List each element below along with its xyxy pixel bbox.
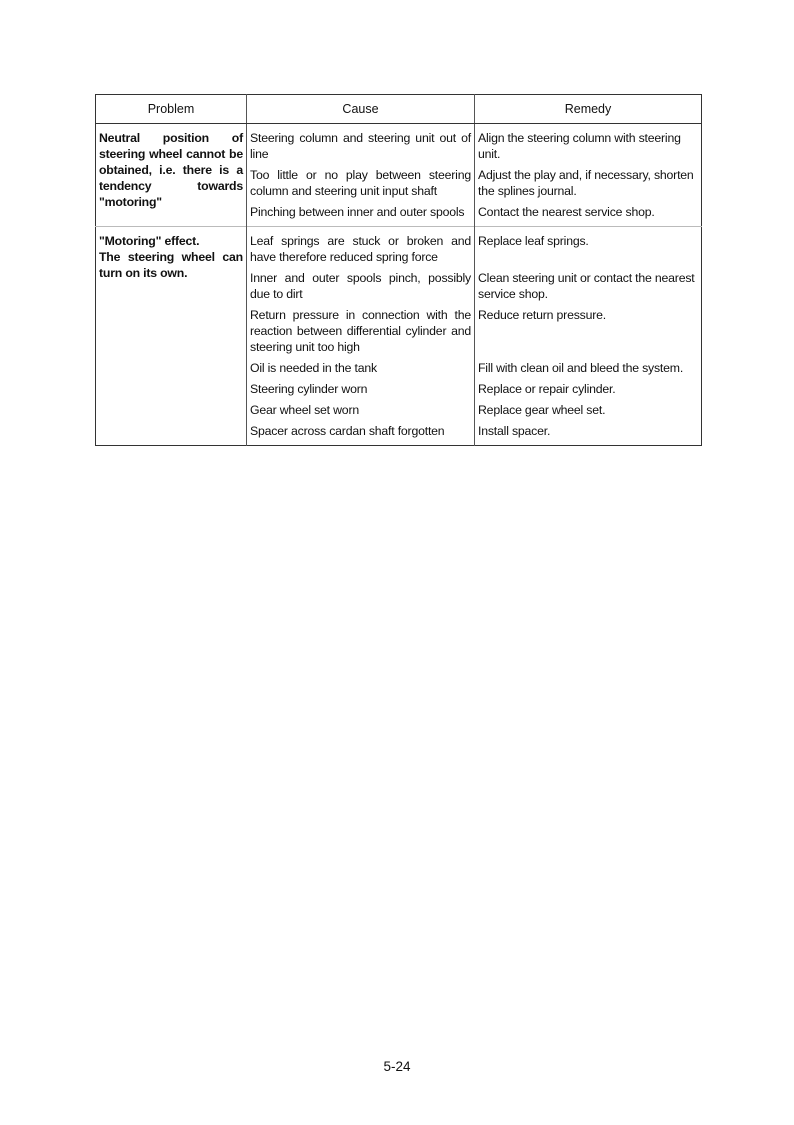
problem-group-motoring-effect (96, 227, 702, 446)
problem-cell (96, 227, 247, 446)
cause-cell: Steering column and steering unit out of line (247, 124, 475, 163)
cause-cell: Steering cylinder worn (247, 376, 475, 397)
cause-cell: Gear wheel set worn (247, 397, 475, 418)
header-cause: Cause (247, 95, 475, 124)
remedy-cell: Install spacer. (478, 424, 551, 438)
remedy-cell: Align the steering column with steering unit. (478, 131, 681, 161)
page-number: 5-24 (383, 1059, 411, 1074)
cause-cell: Pinching between inner and outer spools (247, 199, 475, 227)
troubleshooting-table-container (95, 94, 701, 446)
problem-text-line-1: "Motoring" effect. (99, 234, 200, 248)
header-problem: Problem (96, 95, 247, 124)
problem-cell (96, 124, 247, 227)
header-row (96, 95, 702, 124)
cause-cell: Return pressure in connection with the reaction between differential cylinder and steering unit too high (247, 302, 475, 355)
problem-text-line-2: The steering wheel can turn on its own. (99, 250, 243, 280)
remedy-cell: Fill with clean oil and bleed the system. (478, 361, 684, 375)
cause-cell: Inner and outer spools pinch, possibly due to dirt (247, 265, 475, 302)
remedy-cell: Contact the nearest service shop. (478, 205, 655, 219)
remedy-cell: Replace leaf springs. (478, 234, 589, 248)
header-remedy: Remedy (475, 95, 702, 124)
cause-cell: Oil is needed in the tank (247, 355, 475, 376)
problem-text: Neutral position of steering wheel cannot be obtained, i.e. there is a tendency towards "motoring" (99, 131, 243, 209)
problem-group-neutral-position (96, 124, 702, 227)
remedy-cell: Clean steering unit or contact the nearest service shop. (478, 271, 695, 301)
table-row (96, 227, 702, 266)
remedy-cell: Replace gear wheel set. (478, 403, 606, 417)
troubleshooting-table (95, 94, 702, 446)
remedy-cell: Reduce return pressure. (478, 308, 606, 322)
table-header (96, 95, 702, 124)
remedy-cell: Replace or repair cylinder. (478, 382, 616, 396)
cause-cell: Too little or no play between steering column and steering unit input shaft (247, 162, 475, 199)
table-row (96, 124, 702, 163)
cause-cell: Leaf springs are stuck or broken and have therefore reduced spring force (247, 227, 475, 266)
cause-cell: Spacer across cardan shaft forgotten (247, 418, 475, 446)
remedy-cell: Adjust the play and, if necessary, shorten the splines journal. (478, 168, 694, 198)
